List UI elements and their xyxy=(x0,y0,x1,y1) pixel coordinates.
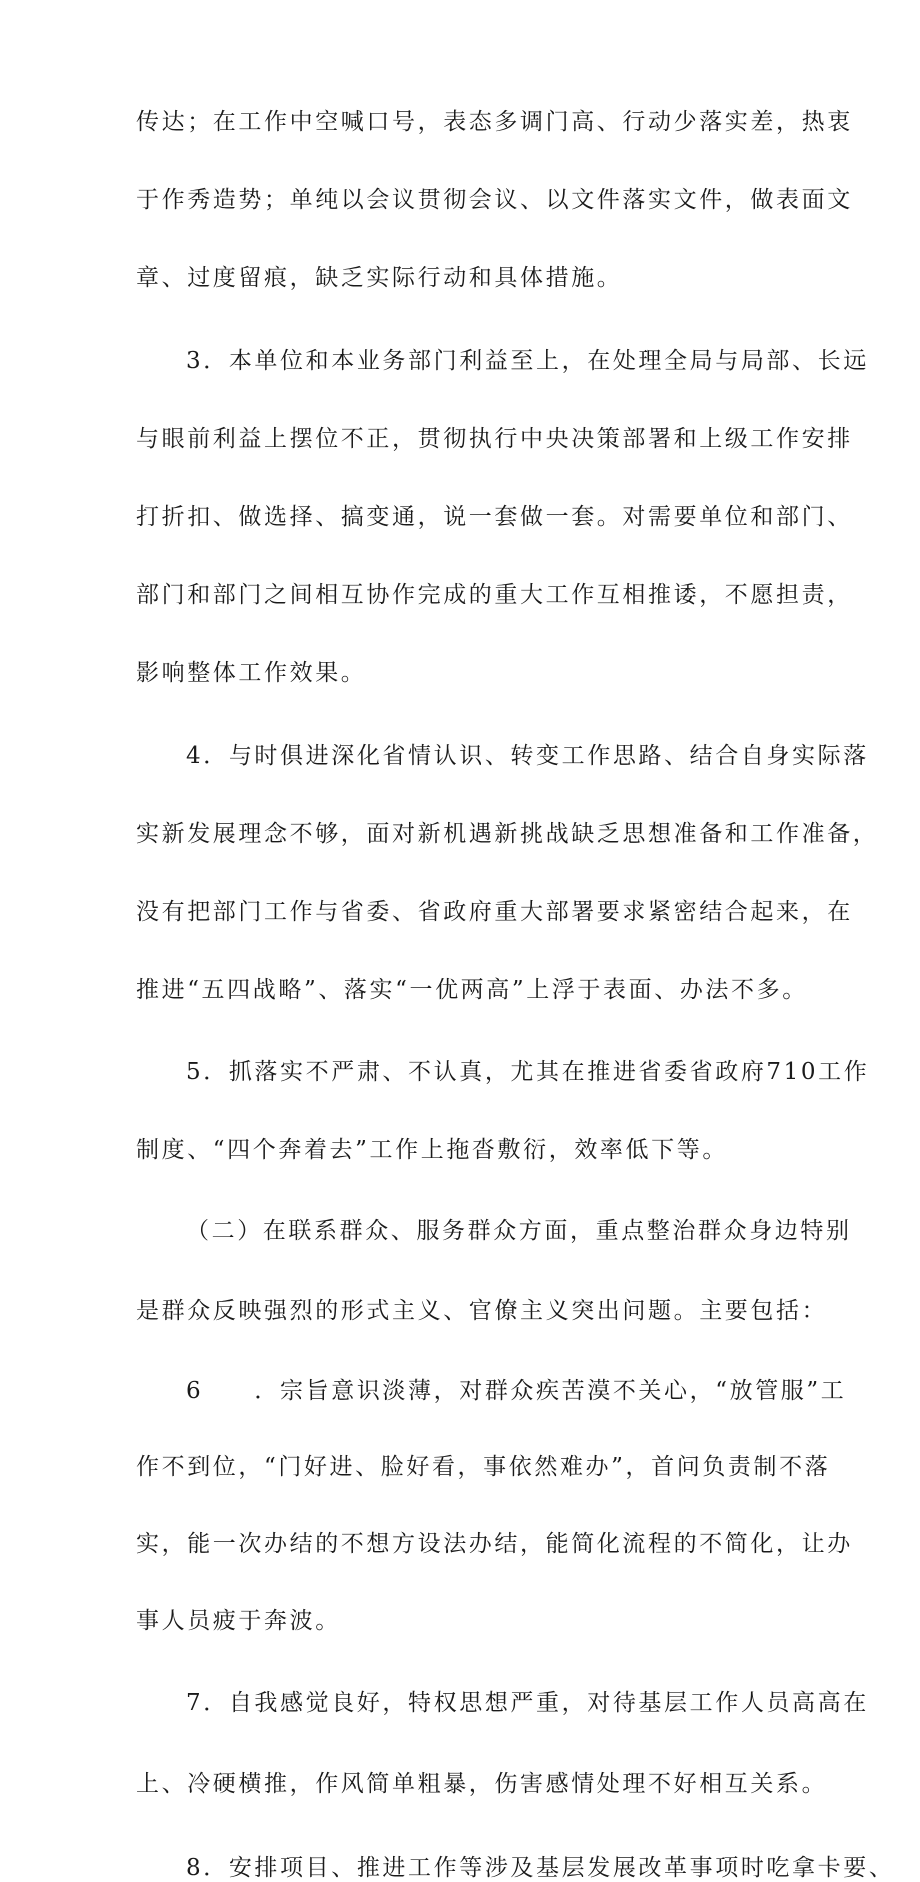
text-line: 实新发展理念不够，面对新机遇新挑战缺乏思想准备和工作准备， xyxy=(136,821,879,847)
text-line: 打折扣、做选择、搞变通，说一套做一套。对需要单位和部门、 xyxy=(136,504,853,530)
text-line: 于作秀造势；单纯以会议贯彻会议、以文件落实文件，做表面文 xyxy=(136,187,853,213)
text-line: 传达；在工作中空喊口号，表态多调门高、行动少落实差，热衷 xyxy=(136,109,853,135)
text-line: 上、冷硬横推，作风简单粗暴，伤害感情处理不好相互关系。 xyxy=(136,1771,828,1797)
paragraph-8-start: 8．安排项目、推进工作等涉及基层发展改革事项时吃拿卡要、 xyxy=(186,1855,895,1881)
text-line: 与眼前利益上摆位不正，贯彻执行中央决策部署和上级工作安排 xyxy=(136,426,853,452)
text-line: 是群众反映强烈的形式主义、官僚主义突出问题。主要包括： xyxy=(136,1298,828,1324)
text-line: 作不到位，“门好进、脸好看，事依然难办”，首问负责制不落 xyxy=(136,1454,831,1480)
paragraph-4-start: 4．与时俱进深化省情认识、转变工作思路、结合自身实际落 xyxy=(186,743,869,769)
paragraph-3-start: 3．本单位和本业务部门利益至上，在处理全局与局部、长远 xyxy=(186,348,869,374)
text-line: 推进“五四战略”、落实“一优两高”上浮于表面、办法不多。 xyxy=(136,977,808,1003)
section-heading-2: （二）在联系群众、服务群众方面，重点整治群众身边特别 xyxy=(186,1218,852,1244)
text-line: 制度、“四个奔着去”工作上拖沓敷衍，效率低下等。 xyxy=(136,1137,728,1163)
paragraph-5-start: 5．抓落实不严肃、不认真，尤其在推进省委省政府710工作 xyxy=(186,1059,870,1085)
document-page xyxy=(136,108,895,1881)
text-line: 实，能一次办结的不想方设法办结，能简化流程的不简化，让办 xyxy=(136,1531,853,1557)
paragraph-6-start: 6 ．宗旨意识淡薄，对群众疾苦漠不关心，“放管服”工 xyxy=(186,1378,847,1404)
paragraph-7-start: 7．自我感觉良好，特权思想严重，对待基层工作人员高高在 xyxy=(186,1690,869,1716)
text-line: 章、过度留痕，缺乏实际行动和具体措施。 xyxy=(136,265,623,291)
text-line: 部门和部门之间相互协作完成的重大工作互相推诿，不愿担责， xyxy=(136,582,853,608)
text-line: 事人员疲于奔波。 xyxy=(136,1608,341,1634)
text-line: 影响整体工作效果。 xyxy=(136,660,367,686)
text-line: 没有把部门工作与省委、省政府重大部署要求紧密结合起来，在 xyxy=(136,899,853,925)
